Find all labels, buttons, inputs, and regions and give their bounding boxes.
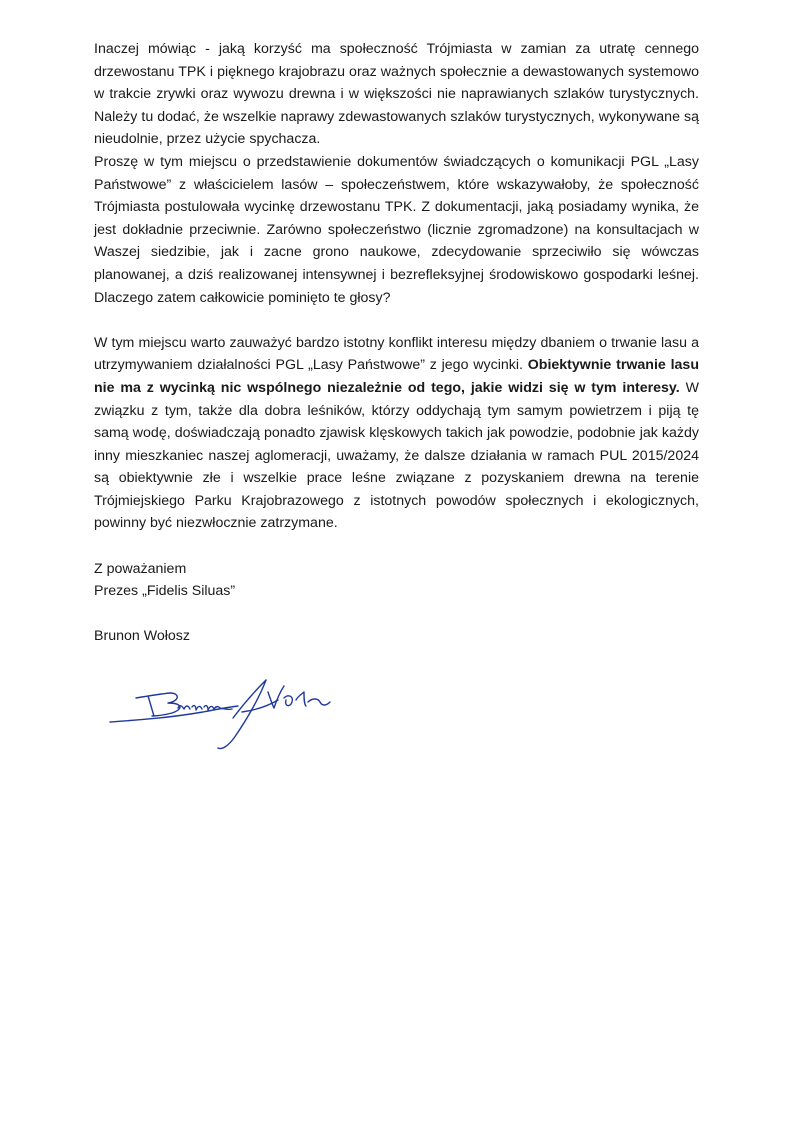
closing-salutation: Z poważaniem: [94, 560, 187, 577]
paragraph-documents-request: Proszę w tym miejscu o przedstawienie dokumentów świadczących o komunikacji PGL „Lasy Państwowe” z właścicielem lasów – społeczeństwem, które wskazywałoby, że społeczność Trójmiasta postulowała wycinkę drzewostanu TPK. Z dokumentacji, jaką posiadamy wynika, że jest dokładnie przeciwnie. Zarówno społeczeństwo (licznie zgromadzone) na konsultacjach w Waszej siedzibie, jak i zacne grono naukowe, zdecydowanie sprzeciwiło się wówczas planowanej, a dziś realizowanej intensywnej i bezrefleksyjnej środowiskowo gospodarki leśnej. Dlaczego zatem całkowicie pominięto te głosy?: [94, 153, 699, 306]
conflict-bold-statement: Obiektywnie trwanie lasu nie ma z wycinką nic wspólnego niezależnie od tego, jakie widzi się w tym interesy.: [94, 357, 699, 396]
paragraph-spacer: [94, 535, 699, 558]
handwritten-signature: [108, 676, 358, 756]
paragraph-benefit-question: Inaczej mówiąc - jaką korzyść ma społeczność Trójmiasta w zamian za utratę cennego drzewostanu TPK i pięknego krajobrazu oraz ważnych społecznie a dewastowanych systemowo w trakcie zrywki oraz wywozu drewna i w większości nie naprawianych szlaków turystycznych. Należy tu dodać, że wszelkie naprawy zdewastowanych szlaków turystycznych, wykonywane są nieudolnie, przez użycie spychacza.: [94, 41, 699, 148]
letter-body: [94, 38, 699, 648]
conflict-conclusion-text: W związku z tym, także dla dobra leśników, którzy oddychają tym samym powietrzem i piją tę samą wodę, doświadczają ponadto zjawisk klęskowych takich jak powodzie, podobnie jak każdy inny mieszkaniec naszej aglomeracji, uważamy, że dalsze działania w ramach PUL 2015/2024 są obiektywnie złe i wszelkie prace leśne związane z pozyskaniem drewna na terenie Trójmiejskiego Parku Krajobrazowego z istotnych powodów społecznych i ekologicznych, powinny być niezwłocznie zatrzymane.: [94, 379, 699, 532]
paragraph-spacer: [94, 309, 699, 332]
conflict-intro-text: W tym miejscu warto zauważyć bardzo istotny konflikt interesu między dbaniem o trwanie lasu a utrzymywaniem działalności PGL „Lasy Państwowe” z jego wycinki.: [94, 334, 699, 374]
paragraph-conflict-of-interest: [94, 332, 699, 535]
closing-spacer: [94, 603, 699, 626]
signer-title: Prezes „Fidelis Siluas”: [94, 583, 236, 600]
signer-name: Brunon Wołosz: [94, 628, 190, 645]
